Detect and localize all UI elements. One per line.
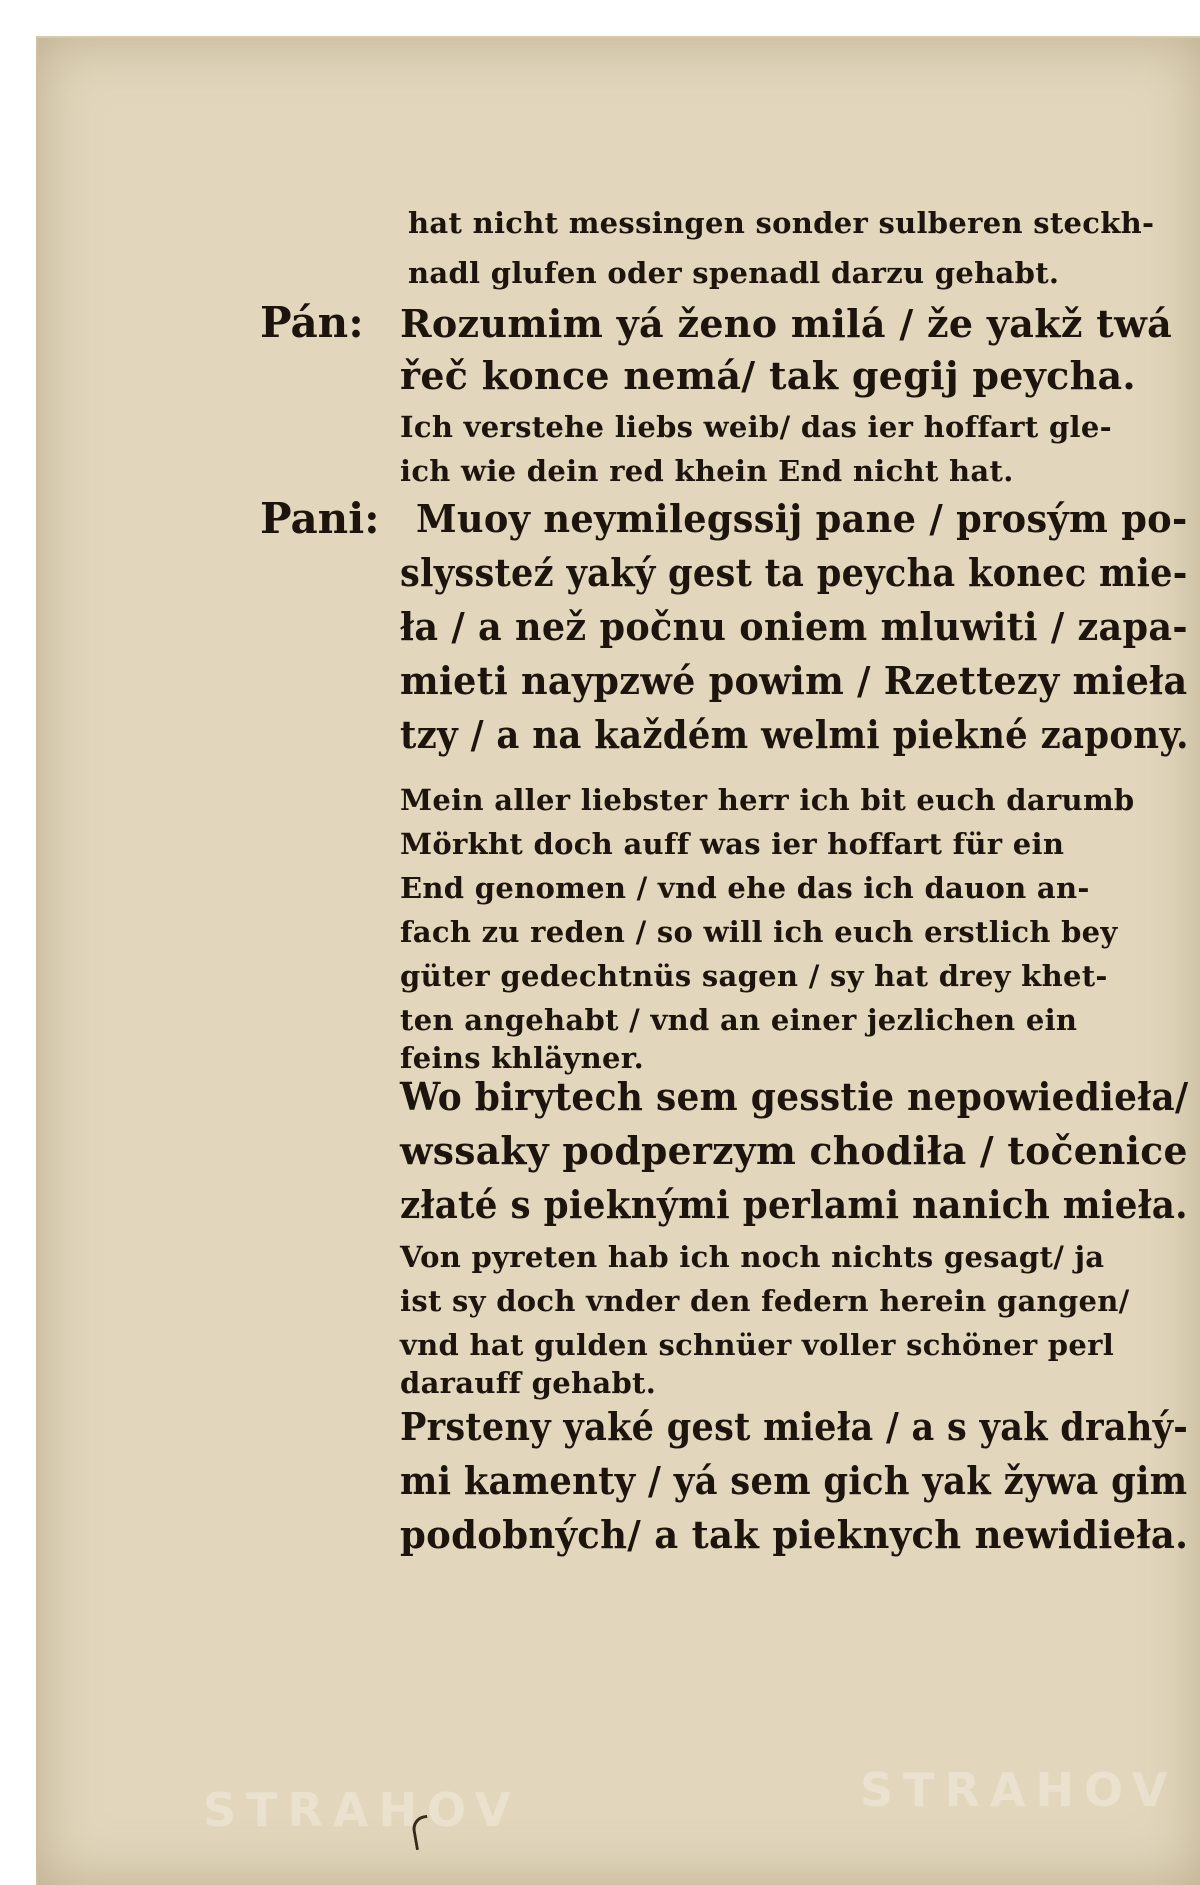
page-text — [38, 38, 1200, 1885]
text-line-24: vnd hat gulden schnüer voller schöner perl — [400, 1328, 1115, 1362]
text-line-12: Mein aller liebster herr ich bit euch darumb — [400, 783, 1135, 817]
text-line-23: ist sy doch vnder den federn herein gangen/ — [400, 1284, 1130, 1318]
text-line-21: złaté s pieknými perlami nanich mieła. — [400, 1182, 1188, 1227]
text-line-7: Muoy neymilegssij pane / prosým po- — [416, 496, 1188, 541]
text-line-5: Ich verstehe liebs weib/ das ier hoffart gle- — [400, 410, 1112, 444]
text-line-8: slyssteź yaký gest ta peycha konec mie- — [400, 550, 1188, 595]
text-line-3: Rozumim yá ženo milá / že yakž twá — [400, 301, 1173, 346]
book-page — [36, 36, 1200, 1885]
text-line-19: Wo birytech sem gesstie nepowiedieła/ — [400, 1074, 1189, 1119]
text-line-10: mieti naypzwé powim / Rzettezy mieła — [400, 658, 1188, 703]
text-line-14: End genomen / vnd ehe das ich dauon an- — [400, 871, 1090, 905]
text-line-15: fach zu reden / so will ich euch erstlich bey — [400, 915, 1118, 949]
text-line-22: Von pyreten hab ich noch nichts gesagt/ ja — [400, 1240, 1105, 1274]
speaker-label-pan: Pán: — [260, 298, 364, 347]
text-line-9: ła / a než počnu oniem mluwiti / zapa- — [400, 604, 1188, 649]
text-line-17: ten angehabt / vnd an einer jezlichen ein — [400, 1003, 1078, 1037]
text-line-20: wssaky podperzym chodiła / točenice — [400, 1128, 1188, 1173]
strahov-watermark-left: STRAHOV — [203, 1783, 521, 1837]
text-line-16: güter gedechtnüs sagen / sy hat drey khet- — [400, 959, 1108, 993]
text-line-18: feins khläyner. — [400, 1041, 645, 1075]
text-line-6: ich wie dein red khein End nicht hat. — [400, 454, 1014, 488]
text-line-27: mi kamenty / yá sem gich yak žywa gim — [400, 1458, 1188, 1503]
strahov-watermark-right: STRAHOV — [860, 1763, 1178, 1817]
text-line-4: řeč konce nemá/ tak gegij peycha. — [400, 353, 1136, 398]
text-line-25: darauff gehabt. — [400, 1366, 657, 1400]
text-line-2: nadl glufen oder spenadl darzu gehabt. — [408, 256, 1060, 290]
text-line-11: tzy / a na každém welmi piekné zapony. — [400, 712, 1189, 757]
text-line-13: Mörkht doch auff was ier hoffart für ein — [400, 827, 1065, 861]
speaker-label-pani: Pani: — [260, 494, 380, 543]
text-line-26: Prsteny yaké gest mieła / a s yak drahý- — [400, 1404, 1189, 1449]
text-line-28: podobných/ a tak pieknych newidieła. — [400, 1512, 1189, 1557]
text-line-1: hat nicht messingen sonder sulberen steckh- — [408, 206, 1155, 240]
